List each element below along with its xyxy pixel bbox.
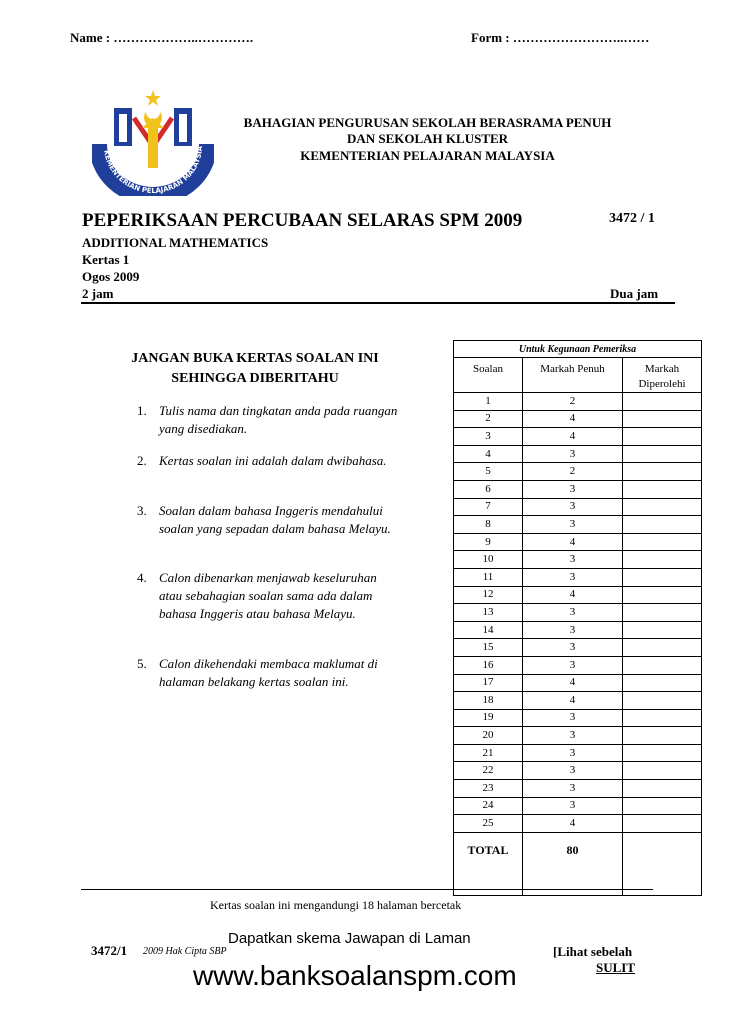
ministry-logo <box>92 88 214 196</box>
table-row <box>454 727 702 745</box>
full-marks-cell: 3 <box>523 604 623 622</box>
full-marks-cell: 4 <box>523 674 623 692</box>
question-number-cell: 14 <box>454 621 523 639</box>
confidential-label: SULIT <box>596 960 636 975</box>
full-marks-cell: 3 <box>523 551 623 569</box>
question-number-cell: 4 <box>454 445 523 463</box>
paper-code: 3472 / 1 <box>609 211 655 226</box>
agency-line-3: KEMENTERIAN PELAJARAN MALAYSIA <box>300 148 555 163</box>
marks-obtained-cell <box>623 780 702 798</box>
page-count-note: Kertas soalan ini mengandungi 18 halaman bercetak <box>210 898 462 912</box>
exam-title: PEPERIKSAAN PERCUBAAN SELARAS SPM 2009 <box>82 210 523 231</box>
marks-obtained-cell <box>623 551 702 569</box>
question-number-cell: 7 <box>454 498 523 516</box>
question-number-cell: 24 <box>454 797 523 815</box>
turn-over-note: [Lihat sebelah <box>553 944 633 959</box>
table-row <box>454 463 702 481</box>
instruction-number: 1. <box>137 403 147 418</box>
full-marks-cell: 3 <box>523 727 623 745</box>
question-number-cell: 12 <box>454 586 523 604</box>
full-marks-cell: 3 <box>523 797 623 815</box>
marks-obtained-cell <box>623 428 702 446</box>
marks-obtained-cell <box>623 533 702 551</box>
table-row <box>454 815 702 833</box>
marks-obtained-cell <box>623 744 702 762</box>
column-header-question: Soalan <box>454 358 523 393</box>
full-marks-cell: 4 <box>523 586 623 604</box>
marks-obtained-cell <box>623 498 702 516</box>
table-row <box>454 393 702 411</box>
exam-duration-words: Dua jam <box>610 286 659 301</box>
question-number-cell: 2 <box>454 410 523 428</box>
marks-obtained-cell <box>623 639 702 657</box>
exam-date: Ogos 2009 <box>82 269 140 284</box>
table-row <box>454 692 702 710</box>
instruction-number: 3. <box>137 503 147 518</box>
table-row <box>454 780 702 798</box>
instruction-item <box>137 655 402 691</box>
instruction-number: 4. <box>137 570 147 585</box>
subject-name: ADDITIONAL MATHEMATICS <box>82 235 269 250</box>
instruction-item <box>137 569 402 623</box>
agency-line-1: BAHAGIAN PENGURUSAN SEKOLAH BERASRAMA PENUH <box>243 115 612 130</box>
instruction-text: Calon dibenarkan menjawab keseluruhan atau sebahagian soalan sama ada dalam bahasa Inggeris atau bahasa Melayu. <box>159 570 377 621</box>
table-row <box>454 744 702 762</box>
table-row <box>454 604 702 622</box>
exam-duration: 2 jam <box>82 286 114 301</box>
footer-copyright: 2009 Hak Cipta SBP <box>143 946 227 957</box>
full-marks-cell: 3 <box>523 568 623 586</box>
instruction-text: Tulis nama dan tingkatan anda pada ruangan yang disediakan. <box>159 403 398 436</box>
marks-obtained-cell <box>623 480 702 498</box>
paper-number: Kertas 1 <box>82 252 130 267</box>
question-number-cell: 1 <box>454 393 523 411</box>
footer-paper-code: 3472/1 <box>91 943 128 958</box>
marks-obtained-cell <box>623 410 702 428</box>
logo-ring-text: KEMENTERIAN PELAJARAN MALAYSIA <box>102 145 205 196</box>
question-number-cell: 25 <box>454 815 523 833</box>
marks-obtained-cell <box>623 516 702 534</box>
question-number-cell: 6 <box>454 480 523 498</box>
question-number-cell: 17 <box>454 674 523 692</box>
full-marks-cell: 4 <box>523 815 623 833</box>
full-marks-cell: 3 <box>523 445 623 463</box>
examiner-marks-table <box>453 340 702 896</box>
column-header-marks-obtained: Markah Diperolehi <box>623 358 702 393</box>
question-number-cell: 8 <box>454 516 523 534</box>
total-obtained-cell <box>623 832 702 895</box>
table-row <box>454 797 702 815</box>
question-number-cell: 3 <box>454 428 523 446</box>
instruction-item <box>137 452 402 470</box>
full-marks-cell: 3 <box>523 498 623 516</box>
full-marks-cell: 2 <box>523 393 623 411</box>
table-row <box>454 428 702 446</box>
total-value: 80 <box>523 832 623 895</box>
marks-obtained-cell <box>623 727 702 745</box>
table-row <box>454 445 702 463</box>
instruction-number: 2. <box>137 453 147 468</box>
name-field-label: Name : ………………..…………. <box>70 30 254 45</box>
warning-line-2: SEHINGGA DIBERITAHU <box>171 371 339 386</box>
marks-obtained-cell <box>623 674 702 692</box>
marks-obtained-cell <box>623 604 702 622</box>
full-marks-cell: 3 <box>523 516 623 534</box>
table-row <box>454 586 702 604</box>
full-marks-cell: 3 <box>523 480 623 498</box>
full-marks-cell: 4 <box>523 533 623 551</box>
question-number-cell: 13 <box>454 604 523 622</box>
agency-line-2: DAN SEKOLAH KLUSTER <box>346 131 509 146</box>
question-number-cell: 23 <box>454 780 523 798</box>
full-marks-cell: 4 <box>523 410 623 428</box>
table-row <box>454 639 702 657</box>
instruction-text: Soalan dalam bahasa Inggeris mendahului soalan yang sepadan dalam bahasa Melayu. <box>159 503 391 536</box>
question-number-cell: 20 <box>454 727 523 745</box>
marks-obtained-cell <box>623 568 702 586</box>
instruction-text: Kertas soalan ini adalah dalam dwibahasa. <box>159 453 387 468</box>
marks-obtained-cell <box>623 586 702 604</box>
question-number-cell: 18 <box>454 692 523 710</box>
marks-obtained-cell <box>623 709 702 727</box>
marks-obtained-cell <box>623 621 702 639</box>
table-row <box>454 480 702 498</box>
full-marks-cell: 3 <box>523 656 623 674</box>
table-row <box>454 516 702 534</box>
marks-obtained-cell <box>623 393 702 411</box>
question-number-cell: 15 <box>454 639 523 657</box>
table-row <box>454 533 702 551</box>
marks-obtained-cell <box>623 445 702 463</box>
full-marks-cell: 2 <box>523 463 623 481</box>
table-row <box>454 568 702 586</box>
marks-obtained-cell <box>623 797 702 815</box>
header-divider <box>81 302 675 304</box>
question-number-cell: 21 <box>454 744 523 762</box>
question-number-cell: 9 <box>454 533 523 551</box>
full-marks-cell: 4 <box>523 428 623 446</box>
marks-obtained-cell <box>623 656 702 674</box>
marks-obtained-cell <box>623 762 702 780</box>
warning-line-1: JANGAN BUKA KERTAS SOALAN INI <box>131 351 379 366</box>
table-row <box>454 498 702 516</box>
warning-notice <box>110 349 400 389</box>
instruction-text: Calon dikehendaki membaca maklumat di halaman belakang kertas soalan ini. <box>159 656 378 689</box>
full-marks-cell: 3 <box>523 780 623 798</box>
table-row <box>454 674 702 692</box>
question-number-cell: 5 <box>454 463 523 481</box>
instruction-item <box>137 402 402 438</box>
question-number-cell: 22 <box>454 762 523 780</box>
column-header-full-marks: Markah Penuh <box>523 358 623 393</box>
marks-obtained-cell <box>623 463 702 481</box>
form-field-label: Form : ……………………..…… <box>471 30 650 45</box>
instruction-number: 5. <box>137 656 147 671</box>
full-marks-cell: 3 <box>523 744 623 762</box>
full-marks-cell: 4 <box>523 692 623 710</box>
full-marks-cell: 3 <box>523 639 623 657</box>
marks-obtained-cell <box>623 815 702 833</box>
table-row <box>454 551 702 569</box>
marks-obtained-cell <box>623 692 702 710</box>
table-row <box>454 762 702 780</box>
marks-table-body <box>454 393 702 833</box>
table-caption: Untuk Kegunaan Pemeriksa <box>454 341 702 358</box>
question-number-cell: 11 <box>454 568 523 586</box>
table-row <box>454 621 702 639</box>
full-marks-cell: 3 <box>523 762 623 780</box>
table-row <box>454 656 702 674</box>
table-row <box>454 410 702 428</box>
question-number-cell: 10 <box>454 551 523 569</box>
question-number-cell: 19 <box>454 709 523 727</box>
footer-divider <box>81 889 653 890</box>
full-marks-cell: 3 <box>523 709 623 727</box>
full-marks-cell: 3 <box>523 621 623 639</box>
footer-promo-text: Dapatkan skema Jawapan di Laman <box>228 930 471 947</box>
instruction-item <box>137 502 402 538</box>
table-row <box>454 709 702 727</box>
website-link[interactable]: www.banksoalanspm.com <box>193 960 517 991</box>
total-label: TOTAL <box>454 832 523 895</box>
question-number-cell: 16 <box>454 656 523 674</box>
